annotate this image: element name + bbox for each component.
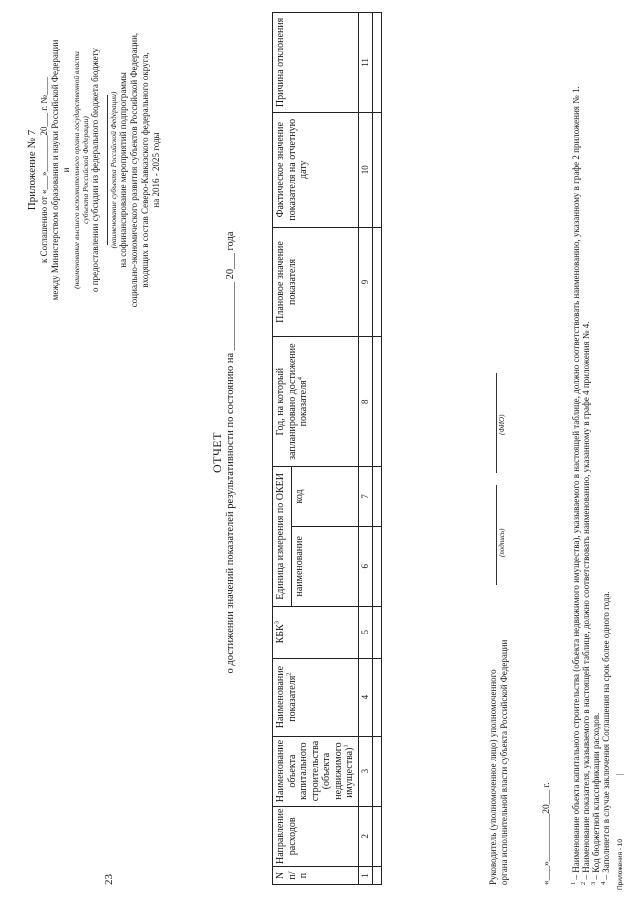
agreement-line: к Соглашению от «___»________20___ г. №____: [39, 77, 49, 263]
subject-rule: [107, 95, 108, 245]
header-col-indicator: Наименование показателя$^2$: [273, 658, 359, 736]
between-line: между Министерством образования и науки Российской Федерации: [50, 39, 60, 301]
footer-label: Приложения - 10: [617, 838, 624, 890]
exec-body-caption-2: субъекта Российской Федерации): [81, 116, 90, 224]
cofinancing-line: на софинансирование мероприятий подпрограммы: [118, 72, 128, 268]
table-cell: [373, 13, 382, 113]
footnote: $^3$ – Код бюджетной классификации расходов.: [590, 712, 601, 885]
table-header-row: [273, 13, 292, 885]
footnote: $^4$ – Заполняется в случае заключения Соглашения на срок более одного года.: [600, 591, 611, 885]
appendix-header: [25, 20, 162, 320]
signature-block: [488, 640, 510, 885]
table-cell: [373, 467, 382, 527]
subsidy-line: о предоставлении субсидии из федерального бюджета бюджету: [90, 48, 100, 292]
header-col-object: Наименование объекта капитального строительства (объекта недвижимого имущества)$^1$: [273, 736, 359, 806]
report-subtitle: о достижении значений показателей результативности по состоянию на _____________ 20___ года: [225, 231, 236, 674]
signature-line: [496, 485, 497, 585]
name-caption: (ФИО): [498, 414, 506, 435]
header-col-actual: Фактическое значение показателя на отчетную дату: [273, 112, 359, 227]
table-cell: [373, 867, 382, 885]
header-col-number: N п/п: [273, 867, 359, 885]
appendix-title: Приложение № 7: [26, 129, 38, 211]
header-col-unit-name: наименование: [291, 526, 358, 606]
column-number: 8: [358, 337, 373, 467]
column-number: 7: [358, 467, 373, 527]
footer-tick: |: [615, 773, 624, 775]
subject-caption: (наименование субъекта Российской Федерации): [109, 91, 118, 249]
signer-title-line-1: Руководитель (уполномоченное лицо) уполномоченного: [488, 669, 498, 885]
column-number: 6: [358, 526, 373, 606]
header-col-unit: Единица измерения по ОКЕИ: [273, 467, 292, 607]
table-cell: [373, 606, 382, 658]
program-line-1: социально-экономического развития субъектов Российской Федерации,: [129, 32, 139, 308]
signer-title-line-2: органа исполнительной власти субъекта Российской Федерации: [499, 639, 509, 885]
program-line-3: на 2016 - 2025 годы: [151, 132, 161, 208]
table-cell: [373, 112, 382, 227]
column-number: 4: [358, 658, 373, 736]
header-col-kbk: КБК$^3$: [273, 606, 359, 658]
table-cell: [373, 526, 382, 606]
table-cell: [373, 658, 382, 736]
and-word: и: [61, 167, 71, 173]
column-number: 2: [358, 806, 373, 866]
header-col-unit-code: код: [291, 467, 358, 527]
header-col-planned: Плановое значение показателя: [273, 227, 359, 337]
footnote: $^2$ – Наименование показателя, указываемого в настоящей таблице, должно соответствовать наименованию, указанному в графе 4 приложения № 4.: [580, 321, 591, 885]
footnote: $^1$ – Наименование объекта капитального строительства (объекта недвижимого имущества), указываемого в настоящей таблице, должно соответствовать наименованию, указанному в графе 2 приложения № 1.: [570, 86, 581, 885]
table-cell: [373, 736, 382, 806]
column-number: 9: [358, 227, 373, 337]
table-row: [373, 13, 382, 885]
table-cell: [373, 337, 382, 467]
column-number: 5: [358, 606, 373, 658]
column-number: 1: [358, 867, 373, 885]
report-title: ОТЧЕТ: [210, 432, 224, 473]
program-line-2: входящих в состав Северо-Кавказского федерального округа,: [140, 52, 150, 288]
header-col-direction: Направление расходов: [273, 806, 359, 866]
name-line: [496, 373, 497, 473]
page-number: 23: [103, 874, 115, 885]
table-cell: [373, 806, 382, 866]
date-line: «___»__________20___ г.: [542, 782, 552, 885]
signature-caption: (подпись): [498, 528, 506, 557]
column-number: 11: [358, 13, 373, 113]
header-col-year: Год, на который запланировано достижение показателя$^4$: [273, 337, 359, 467]
column-number-row: [358, 13, 373, 885]
footnotes: [571, 15, 611, 885]
exec-body-caption-1: (наименование высшего исполнительного органа государственной власти: [72, 51, 81, 289]
table-cell: [373, 227, 382, 337]
column-number: 3: [358, 736, 373, 806]
column-number: 10: [358, 112, 373, 227]
indicators-table: [272, 12, 382, 885]
header-col-reason: Причина отклонения: [273, 13, 359, 113]
